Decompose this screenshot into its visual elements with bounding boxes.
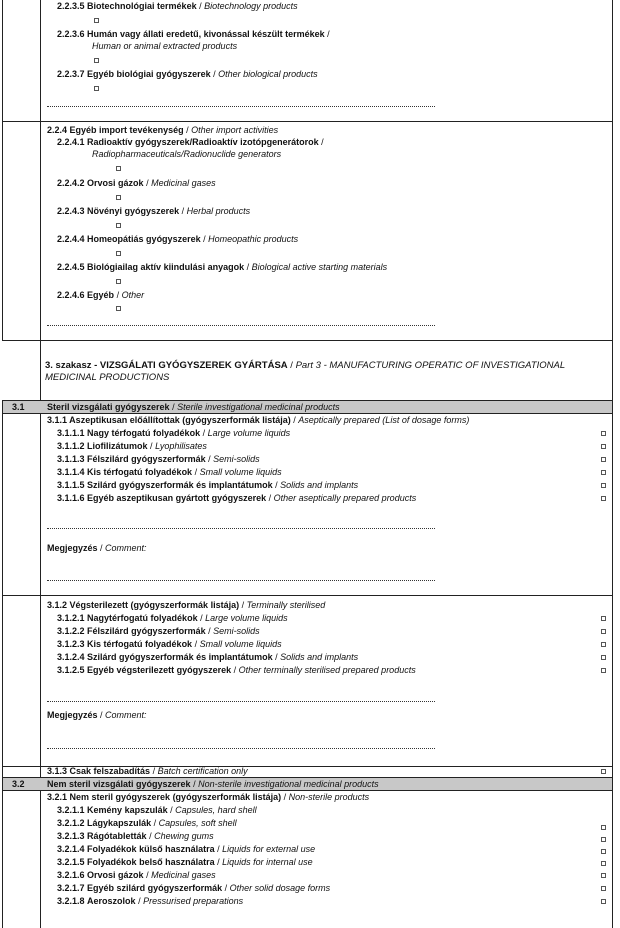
comment-label: Megjegyzés / Comment: (47, 710, 147, 720)
write-line[interactable] (47, 325, 435, 326)
item-en: Capsules, hard shell (175, 805, 257, 815)
comment-en: Comment: (105, 710, 147, 720)
checkbox[interactable] (116, 279, 121, 284)
section-number: 3.1 (12, 402, 25, 412)
divider (2, 340, 613, 341)
item-title: Nagytérfogatú folyadékok (87, 613, 198, 623)
checkbox[interactable] (601, 861, 606, 866)
frame-outer-left (2, 400, 3, 928)
item-title: Egyéb aszeptikusan gyártott gyógyszerek (87, 493, 267, 503)
item-title: Kis térfogatú folyadékok (87, 639, 193, 649)
item-title: Humán vagy állati eredetű, kivonással készült termékek (87, 29, 325, 39)
checkbox[interactable] (94, 18, 99, 23)
list-item: 3.1.1.4 Kis térfogatú folyadékok / Small volume liquids (57, 467, 282, 477)
checkbox[interactable] (601, 496, 606, 501)
comment-label: Megjegyzés / Comment: (47, 543, 147, 553)
item-title: Szilárd gyógyszerformák és implantátumok (87, 480, 273, 490)
section-code: 2.2.4 (47, 125, 68, 135)
write-line[interactable] (47, 748, 435, 749)
item-code: 3.1.2.5 (57, 665, 85, 675)
subsection-heading: 3.2.1 Nem steril gyógyszerek (gyógyszerformák listája) / Non-sterile products (47, 792, 370, 802)
list-item: 3.1.2.1 Nagytérfogatú folyadékok / Large volume liquids (57, 613, 288, 623)
item-en: Medicinal gases (151, 178, 216, 188)
list-item: 3.2.1.2 Lágykapszulák / Capsules, soft shell (57, 818, 237, 828)
list-item: 3.2.1.5 Folyadékok belső használatra / Liquids for internal use (57, 857, 313, 867)
item-code: 3.1.1.1 (57, 428, 85, 438)
subsection-heading: 3.1.2 Végsterilezett (gyógyszerformák listája) / Terminally sterilised (47, 600, 326, 610)
item-title: Egyéb végsterilezett gyógyszerek (87, 665, 232, 675)
divider (2, 595, 613, 596)
list-item: 3.2.1.1 Kemény kapszulák / Capsules, hard shell (57, 805, 257, 815)
item-title: Egyéb szilárd gyógyszerformák (87, 883, 223, 893)
subsection-title: 3.2.1 Nem steril gyógyszerek (gyógyszerformák listája) (47, 792, 282, 802)
subsection-title: 3.1.1 Aszeptikusan előállítottak (gyógyszerformák listája) (47, 415, 291, 425)
item-title: Rágótabletták (87, 831, 147, 841)
list-item: 3.2.1.3 Rágótabletták / Chewing gums (57, 831, 214, 841)
item-en: Chewing gums (154, 831, 214, 841)
item-code: 3.2.1.1 (57, 805, 85, 815)
checkbox[interactable] (601, 837, 606, 842)
part-title-hu: 3. szakasz - VIZSGÁLATI GYÓGYSZEREK GYÁRTÁSA (45, 360, 288, 371)
item-code: 2.2.3.6 (57, 29, 85, 39)
item-code: 2.2.4.2 (57, 178, 85, 188)
item-en: Large volume liquids (205, 613, 288, 623)
item-code: 3.2.1.2 (57, 818, 85, 828)
item-code: 3.2.1.7 (57, 883, 85, 893)
list-item: 2.2.3.7 Egyéb biológiai gyógyszerek / Other biological products (57, 69, 318, 79)
list-item: 3.1.2.4 Szilárd gyógyszerformák és implantátumok / Solids and implants (57, 652, 359, 662)
item-title: Biológiailag aktív kiindulási anyagok (87, 262, 245, 272)
item-title: Radioaktív gyógyszerek/Radioaktív izotópgenerátorok (87, 137, 319, 147)
item-code: 3.1.2.2 (57, 626, 85, 636)
item-en: Liquids for internal use (222, 857, 313, 867)
item-code: 2.2.4.5 (57, 262, 85, 272)
comment-hu: Megjegyzés (47, 710, 98, 720)
section-title: Steril vizsgálati gyógyszerek (47, 402, 170, 412)
checkbox[interactable] (601, 444, 606, 449)
checkbox[interactable] (94, 58, 99, 63)
subsection-en: Batch certification only (157, 766, 248, 776)
checkbox[interactable] (116, 251, 121, 256)
item-code: 2.2.3.5 (57, 1, 85, 11)
write-line[interactable] (47, 701, 435, 702)
list-item: 3.1.1.1 Nagy térfogatú folyadékok / Large volume liquids (57, 428, 291, 438)
write-line[interactable] (47, 106, 435, 107)
item-title: Nagy térfogatú folyadékok (87, 428, 201, 438)
item-en: Solids and implants (280, 480, 359, 490)
item-code: 3.1.1.2 (57, 441, 85, 451)
subsection-heading: 3.1.3 Csak felszabadítás / Batch certification only (47, 766, 248, 776)
item-en: Biological active starting materials (251, 262, 388, 272)
checkbox[interactable] (116, 306, 121, 311)
item-en: Radiopharmaceuticals/Radionuclide generators (92, 149, 282, 159)
subsection-en: Non-sterile products (288, 792, 370, 802)
part-heading: 3. szakasz - VIZSGÁLATI GYÓGYSZEREK GYÁRTÁSA / Part 3 - MANUFACTURING OPERATIC OF INVESTIGATIONAL MEDICINAL PRODUCTIONS (45, 360, 565, 383)
checkbox[interactable] (94, 86, 99, 91)
item-title: Folyadékok külső használatra (87, 844, 215, 854)
subsection-heading: 3.1.1 Aszeptikusan előállítottak (gyógyszerformák listája) / Aseptically prepared (List of dosage forms) (47, 415, 470, 425)
item-title: Egyéb (87, 290, 115, 300)
list-item: 2.2.4.6 Egyéb / Other (57, 290, 145, 300)
checkbox[interactable] (601, 849, 606, 854)
checkbox[interactable] (601, 873, 606, 878)
item-title: Növényi gyógyszerek (87, 206, 180, 216)
section-number: 3.2 (12, 779, 25, 789)
frame-right (612, 0, 613, 928)
comment-hu: Megjegyzés (47, 543, 98, 553)
item-en: Homeopathic products (208, 234, 299, 244)
checkbox[interactable] (601, 483, 606, 488)
item-en: Large volume liquids (207, 428, 291, 438)
checkbox[interactable] (601, 825, 606, 830)
item-code: 3.2.1.6 (57, 870, 85, 880)
item-en: Herbal products (186, 206, 251, 216)
item-en: Medicinal gases (151, 870, 216, 880)
list-item: 3.1.1.3 Félszilárd gyógyszerformák / Semi-solids (57, 454, 260, 464)
list-item: 2.2.4.1 Radioaktív gyógyszerek/Radioaktív izotópgenerátorok / (57, 137, 324, 147)
item-en: Liquids for external use (222, 844, 316, 854)
subsection-en: Aseptically prepared (List of dosage forms) (298, 415, 470, 425)
checkbox[interactable] (601, 655, 606, 660)
item-en: Human or animal extracted products (92, 41, 238, 51)
list-item: 2.2.4.3 Növényi gyógyszerek / Herbal products (57, 206, 251, 216)
write-line[interactable] (47, 528, 435, 529)
list-item: 3.1.1.5 Szilárd gyógyszerformák és implantátumok / Solids and implants (57, 480, 359, 490)
list-item: 2.2.4.2 Orvosi gázok / Medicinal gases (57, 178, 216, 188)
subsection-title: 3.1.3 Csak felszabadítás (47, 766, 151, 776)
section-en: Sterile investigational medicinal products (177, 402, 340, 412)
checkbox[interactable] (601, 457, 606, 462)
checkbox[interactable] (601, 616, 606, 621)
item-en: Semi-solids (213, 454, 260, 464)
item-en: Lyophilisates (155, 441, 207, 451)
item-en: Other terminally sterilised prepared products (238, 665, 416, 675)
divider (2, 413, 613, 414)
item-code: 2.2.4.4 (57, 234, 85, 244)
item-en: Capsules, soft shell (158, 818, 237, 828)
section-heading: Nem steril vizsgálati gyógyszerek / Non-sterile investigational medicinal products (47, 779, 379, 789)
item-title: Homeopátiás gyógyszerek (87, 234, 201, 244)
item-en: Small volume liquids (199, 639, 282, 649)
item-code: 2.2.4.1 (57, 137, 85, 147)
section-heading: Steril vizsgálati gyógyszerek / Sterile investigational medicinal products (47, 402, 340, 412)
list-item: 3.1.2.2 Félszilárd gyógyszerformák / Semi-solids (57, 626, 260, 636)
item-code: 2.2.4.6 (57, 290, 85, 300)
list-item: 2.2.4.4 Homeopátiás gyógyszerek / Homeopathic products (57, 234, 299, 244)
item-code: 3.2.1.4 (57, 844, 85, 854)
list-item: 3.2.1.8 Aeroszolok / Pressurised preparations (57, 896, 244, 906)
item-code: 3.1.1.5 (57, 480, 85, 490)
checkbox[interactable] (116, 166, 121, 171)
item-en: Other (121, 290, 145, 300)
item-en: Other biological products (218, 69, 318, 79)
list-item: 3.1.2.3 Kis térfogatú folyadékok / Small volume liquids (57, 639, 282, 649)
section-en: Non-sterile investigational medicinal products (198, 779, 379, 789)
list-item: 2.2.4.5 Biológiailag aktív kiindulási anyagok / Biological active starting materials (57, 262, 388, 272)
list-item: 3.1.1.2 Liofilizátumok / Lyophilisates (57, 441, 207, 451)
item-en: Semi-solids (213, 626, 260, 636)
section-title: Egyéb import tevékenység (69, 125, 184, 135)
checkbox[interactable] (601, 629, 606, 634)
list-item: 3.1.2.5 Egyéb végsterilezett gyógyszerek / Other terminally sterilised prepared products (57, 665, 416, 675)
list-item: 3.1.1.6 Egyéb aszeptikusan gyártott gyógyszerek / Other aseptically prepared products (57, 493, 417, 503)
item-title: Orvosi gázok (87, 178, 144, 188)
item-en: Small volume liquids (199, 467, 282, 477)
list-item: 2.2.3.5 Biotechnológiai termékek / Biotechnology products (57, 1, 298, 11)
item-en: Solids and implants (280, 652, 359, 662)
write-line[interactable] (47, 580, 435, 581)
checkbox[interactable] (116, 223, 121, 228)
item-en: Other aseptically prepared products (273, 493, 417, 503)
item-title: Kemény kapszulák (87, 805, 168, 815)
list-item: 3.2.1.4 Folyadékok külső használatra / Liquids for external use (57, 844, 316, 854)
list-item: 3.2.1.7 Egyéb szilárd gyógyszerformák / Other solid dosage forms (57, 883, 331, 893)
item-en: Other solid dosage forms (229, 883, 331, 893)
checkbox[interactable] (601, 899, 606, 904)
checkbox[interactable] (601, 769, 606, 774)
item-code: 3.2.1.3 (57, 831, 85, 841)
item-title: Szilárd gyógyszerformák és implantátumok (87, 652, 273, 662)
list-item: 2.2.3.6 Humán vagy állati eredetű, kivonással készült termékek / (57, 29, 330, 39)
item-code: 2.2.4.3 (57, 206, 85, 216)
item-title: Egyéb biológiai gyógyszerek (87, 69, 211, 79)
item-title: Félszilárd gyógyszerformák (87, 454, 206, 464)
checkbox[interactable] (601, 886, 606, 891)
checkbox[interactable] (116, 195, 121, 200)
checkbox[interactable] (601, 642, 606, 647)
item-title: Kis térfogatú folyadékok (87, 467, 193, 477)
item-title: Biotechnológiai termékek (87, 1, 197, 11)
item-code: 3.1.1.6 (57, 493, 85, 503)
checkbox[interactable] (601, 431, 606, 436)
divider (2, 790, 613, 791)
item-en: Pressurised preparations (143, 896, 244, 906)
item-code: 3.2.1.5 (57, 857, 85, 867)
comment-en: Comment: (105, 543, 147, 553)
item-title: Aeroszolok (87, 896, 136, 906)
item-title: Folyadékok belső használatra (87, 857, 215, 867)
section-title: Nem steril vizsgálati gyógyszerek (47, 779, 191, 789)
item-code: 3.1.2.1 (57, 613, 85, 623)
item-title: Lágykapszulák (87, 818, 152, 828)
item-title: Félszilárd gyógyszerformák (87, 626, 206, 636)
divider (2, 121, 613, 122)
item-en: Biotechnology products (204, 1, 298, 11)
item-code: 3.1.2.3 (57, 639, 85, 649)
checkbox[interactable] (601, 668, 606, 673)
item-title: Orvosi gázok (87, 870, 144, 880)
section-heading: 2.2.4 Egyéb import tevékenység / Other import activities (47, 125, 279, 135)
frame-outer-left-top (2, 0, 3, 340)
item-code: 2.2.3.7 (57, 69, 85, 79)
item-code: 3.1.1.3 (57, 454, 85, 464)
item-code: 3.1.2.4 (57, 652, 85, 662)
subsection-title: 3.1.2 Végsterilezett (gyógyszerformák listája) (47, 600, 240, 610)
part-title-en: Part 3 - MANUFACTURING OPERATIC OF INVESTIGATIONAL MEDICINAL PRODUCTIONS (45, 360, 565, 383)
list-item: 3.2.1.6 Orvosi gázok / Medicinal gases (57, 870, 216, 880)
item-code: 3.2.1.8 (57, 896, 85, 906)
item-title: Liofilizátumok (87, 441, 148, 451)
item-code: 3.1.1.4 (57, 467, 85, 477)
section-en: Other import activities (191, 125, 279, 135)
subsection-en: Terminally sterilised (246, 600, 326, 610)
checkbox[interactable] (601, 470, 606, 475)
